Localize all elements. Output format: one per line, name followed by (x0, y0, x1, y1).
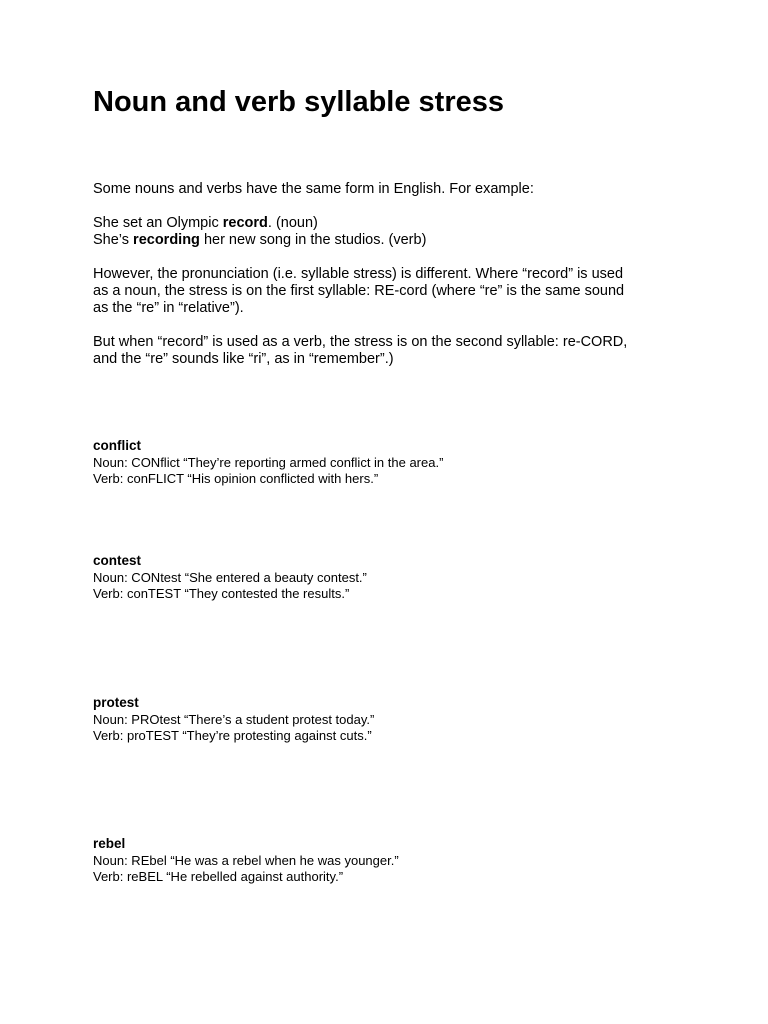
entry-contest (93, 553, 693, 603)
entry-noun: Noun: REbel “He was a rebel when he was younger.” (93, 852, 399, 868)
entry-noun: Noun: CONflict “They’re reporting armed conflict in the area.” (93, 454, 444, 470)
entry-protest (93, 695, 693, 745)
entry-rebel (93, 836, 693, 886)
entry-word: conflict (93, 438, 142, 453)
entry-word: protest (93, 695, 139, 710)
entry-word: contest (93, 553, 142, 568)
entry-verb: Verb: conFLICT “His opinion conflicted with hers.” (93, 471, 379, 486)
entry-noun: Noun: PROtest “There’s a student protest today.” (93, 711, 375, 727)
example-sentences (93, 215, 733, 249)
entry-verb: Verb: conTEST “They contested the results.” (93, 586, 350, 601)
entry-conflict (93, 438, 693, 488)
entry-verb: Verb: proTEST “They’re protesting against cuts.” (93, 728, 372, 743)
entry-noun: Noun: CONtest “She entered a beauty contest.” (93, 569, 367, 585)
verb-stress-paragraph: But when “record” is used as a verb, the stress is on the second syllable: re-CORD, and the “re” sounds like “ri”, as in “remember”.) (93, 334, 628, 367)
verb-example-keyword: recording (133, 232, 200, 248)
pronunciation-paragraph: However, the pronunciation (i.e. syllable stress) is different. Where “record” is used as a noun, the stress is on the first syllable: RE-cord (where “re” is the same sound as the “re” in “relative”). (93, 266, 625, 316)
entry-verb: Verb: reBEL “He rebelled against authority.” (93, 869, 344, 884)
noun-example: She set an Olympic record. (noun) (93, 215, 318, 231)
entry-word: rebel (93, 836, 126, 851)
noun-example-keyword: record (222, 215, 268, 231)
verb-example: She’s recording her new song in the studios. (verb) (93, 232, 427, 248)
intro-paragraph: Some nouns and verbs have the same form in English. For example: (93, 181, 534, 197)
intro-section (93, 181, 733, 385)
page-title: Noun and verb syllable stress (93, 86, 504, 118)
